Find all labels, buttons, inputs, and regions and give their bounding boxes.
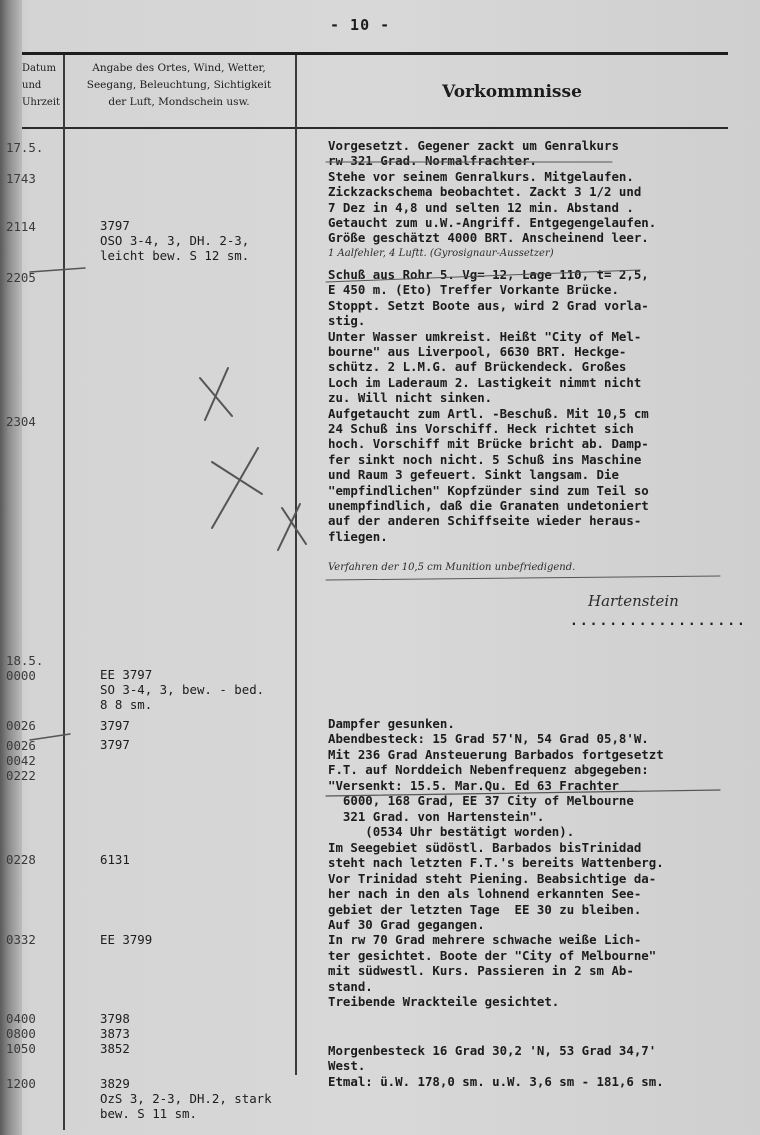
header-date-line: Uhrzeit — [22, 97, 61, 108]
header-date-line: Datum — [22, 63, 56, 74]
position-weather-line: EE 3797 — [100, 667, 153, 682]
pencil-underline — [326, 790, 720, 796]
position-weather-line: 3829 — [100, 1076, 130, 1091]
position-weather-line: 3797 — [100, 218, 130, 233]
pencil-line — [30, 268, 85, 272]
event-line: Schuß aus Rohr 5. Vg= 12, Lage 110, t= 2,5, — [328, 267, 649, 282]
pencil-underline — [326, 576, 720, 580]
signature-dotted-line: .................. — [570, 614, 747, 629]
position-weather-line: EE 3799 — [100, 932, 153, 947]
event-line: Getaucht zum u.W.-Angriff. Entgegengelaufen. — [328, 215, 657, 230]
pencil-cross-mark — [278, 504, 306, 550]
pencil-line — [30, 734, 70, 740]
position-weather-line: leicht bew. S 12 sm. — [100, 248, 250, 263]
position-weather-line: 6131 — [100, 852, 130, 867]
event-line: steht nach letzten F.T.'s bereits Wattenberg. — [328, 855, 664, 871]
event-line: Dampfer gesunken. — [328, 716, 455, 731]
time-entry: 2205 — [6, 270, 36, 285]
event-line: Morgenbesteck 16 Grad 30,2 'N, 53 Grad 34,7' — [328, 1043, 657, 1058]
event-line: unempfindlich, daß die Granaten undetoniert — [328, 498, 649, 513]
event-line: stand. — [328, 978, 373, 994]
event-line: fliegen. — [328, 528, 388, 544]
event-line: Vor Trinidad steht Piening. Beabsichtige da- — [328, 870, 657, 886]
position-weather-line: 8 8 sm. — [100, 697, 153, 712]
event-line: Stehe vor seinem Genralkurs. Mitgelaufen. — [328, 168, 634, 184]
handwritten-note: Verfahren der 10,5 cm Munition unbefriedigend. — [328, 562, 576, 573]
header-events: Vorkommnisse — [442, 82, 582, 102]
event-line: Im Seegebiet südöstl. Barbados bisTrinidad — [328, 840, 642, 855]
position-weather-line: OSO 3-4, 3, DH. 2-3, — [100, 233, 250, 248]
event-line: West. — [328, 1058, 366, 1074]
event-line: Abendbesteck: 15 Grad 57'N, 54 Grad 05,8'W. — [328, 731, 649, 747]
event-line: ter gesichtet. Boote der "City of Melbourne" — [328, 947, 657, 963]
time-entry: 0026 — [6, 718, 36, 733]
event-line: E 450 m. (Eto) Treffer Vorkante Brücke. — [328, 282, 619, 298]
time-entry: 0800 — [6, 1026, 36, 1041]
time-entry: 1743 — [6, 171, 36, 186]
pencil-cross-mark — [212, 448, 262, 528]
event-line: bourne" aus Liverpool, 6630 BRT. Heckge- — [328, 344, 627, 359]
time-entry: 2114 — [6, 219, 36, 234]
event-line: zu. Will nicht sinken. — [328, 390, 493, 406]
time-entry: 0222 — [6, 768, 36, 783]
event-line: stig. — [328, 313, 366, 329]
event-line: 24 Schuß ins Vorschiff. Heck richtet sich — [328, 421, 634, 436]
event-line: Stoppt. Setzt Boote aus, wird 2 Grad vorla- — [328, 297, 649, 313]
event-line: Loch im Laderaum 2. Lastigkeit nimmt nicht — [328, 374, 642, 390]
event-line: rw 321 Grad. Normalfrachter. — [328, 153, 537, 169]
header-position-line: Angabe des Ortes, Wind, Wetter, — [92, 62, 266, 74]
event-line: schütz. 2 L.M.G. auf Brückendeck. Großes — [328, 359, 627, 375]
position-weather-line: 3873 — [100, 1026, 130, 1041]
time-entry: 17.5. — [6, 140, 44, 155]
handwritten-note: 1 Aalfehler, 4 Luftt. (Gyrosignaur-Aussetzer) — [328, 248, 554, 259]
event-line: Mit 236 Grad Ansteuerung Barbados fortgesetzt — [328, 746, 664, 762]
position-weather-line: bew. S 11 sm. — [100, 1106, 197, 1121]
time-entry: 18.5. — [6, 653, 44, 668]
event-line: "Versenkt: 15.5. Mar.Qu. Ed 63 Frachter — [328, 778, 619, 793]
header-position-line: der Luft, Mondschein usw. — [108, 96, 250, 108]
position-weather-line: OzS 3, 2-3, DH.2, stark — [100, 1091, 272, 1106]
position-weather-line: 3797 — [100, 718, 130, 733]
header-position-line: Seegang, Beleuchtung, Sichtigkeit — [86, 79, 272, 91]
event-line: Auf 30 Grad gegangen. — [328, 917, 485, 932]
event-line: und Raum 3 gefeuert. Sinkt langsam. Die — [328, 467, 619, 483]
position-weather-line: 3797 — [100, 737, 130, 752]
signature: Hartenstein — [588, 592, 679, 610]
event-line: hoch. Vorschiff mit Brücke bricht ab. Damp- — [328, 436, 649, 452]
event-line: fer sinkt noch nicht. 5 Schuß ins Maschine — [328, 451, 642, 467]
event-line: her nach in den als lohnend erkannten See- — [328, 886, 642, 902]
time-entry: 0400 — [6, 1011, 36, 1026]
event-line: Unter Wasser umkreist. Heißt "City of Mel- — [328, 328, 642, 344]
time-entry: 2304 — [6, 414, 36, 429]
event-line: 6000, 168 Grad, EE 37 City of Melbourne — [328, 793, 634, 809]
event-line: gebiet der letzten Tage EE 30 zu bleiben. — [328, 901, 642, 917]
time-entry: 0332 — [6, 932, 36, 947]
event-line: Treibende Wrackteile gesichtet. — [328, 994, 560, 1009]
time-entry: 0026 — [6, 738, 36, 753]
pencil-underline — [326, 270, 640, 282]
header-date-line: und — [22, 80, 42, 91]
page-number: - 10 - — [330, 16, 391, 34]
event-line: In rw 70 Grad mehrere schwache weiße Lich- — [328, 932, 642, 948]
event-line: F.T. auf Norddeich Nebenfrequenz abgegeben: — [328, 762, 649, 778]
event-line: "empfindlichen" Kopfzünder sind zum Teil so — [328, 482, 649, 498]
event-line: auf der anderen Schiffseite wieder heraus- — [328, 513, 642, 529]
time-entry: 0228 — [6, 852, 36, 867]
position-weather-line: SO 3-4, 3, bew. - bed. — [100, 682, 265, 697]
time-entry: 1200 — [6, 1076, 36, 1091]
position-weather-line: 3798 — [100, 1011, 130, 1026]
time-entry: 1050 — [6, 1041, 36, 1056]
pencil-cross-mark — [200, 368, 232, 420]
event-line: 7 Dez in 4,8 und selten 12 min. Abstand . — [328, 199, 634, 215]
time-entry: 0042 — [6, 753, 36, 768]
event-line: Vorgesetzt. Gegener zackt um Genralkurs — [328, 138, 619, 153]
event-line: (0534 Uhr bestätigt worden). — [328, 824, 575, 840]
event-line: 321 Grad. von Hartenstein". — [328, 808, 545, 824]
position-weather-line: 3852 — [100, 1041, 130, 1056]
time-entry: 0000 — [6, 668, 36, 683]
event-line: Zickzackschema beobachtet. Zackt 3 1/2 und — [328, 184, 642, 200]
event-line: Etmal: ü.W. 178,0 sm. u.W. 3,6 sm - 181,6 sm. — [328, 1073, 664, 1089]
event-line: Aufgetaucht zum Artl. -Beschuß. Mit 10,5 cm — [328, 405, 649, 421]
event-line: mit südwestl. Kurs. Passieren in 2 sm Ab- — [328, 963, 634, 979]
event-line: Größe geschätzt 4000 BRT. Anscheinend leer. — [328, 230, 649, 246]
